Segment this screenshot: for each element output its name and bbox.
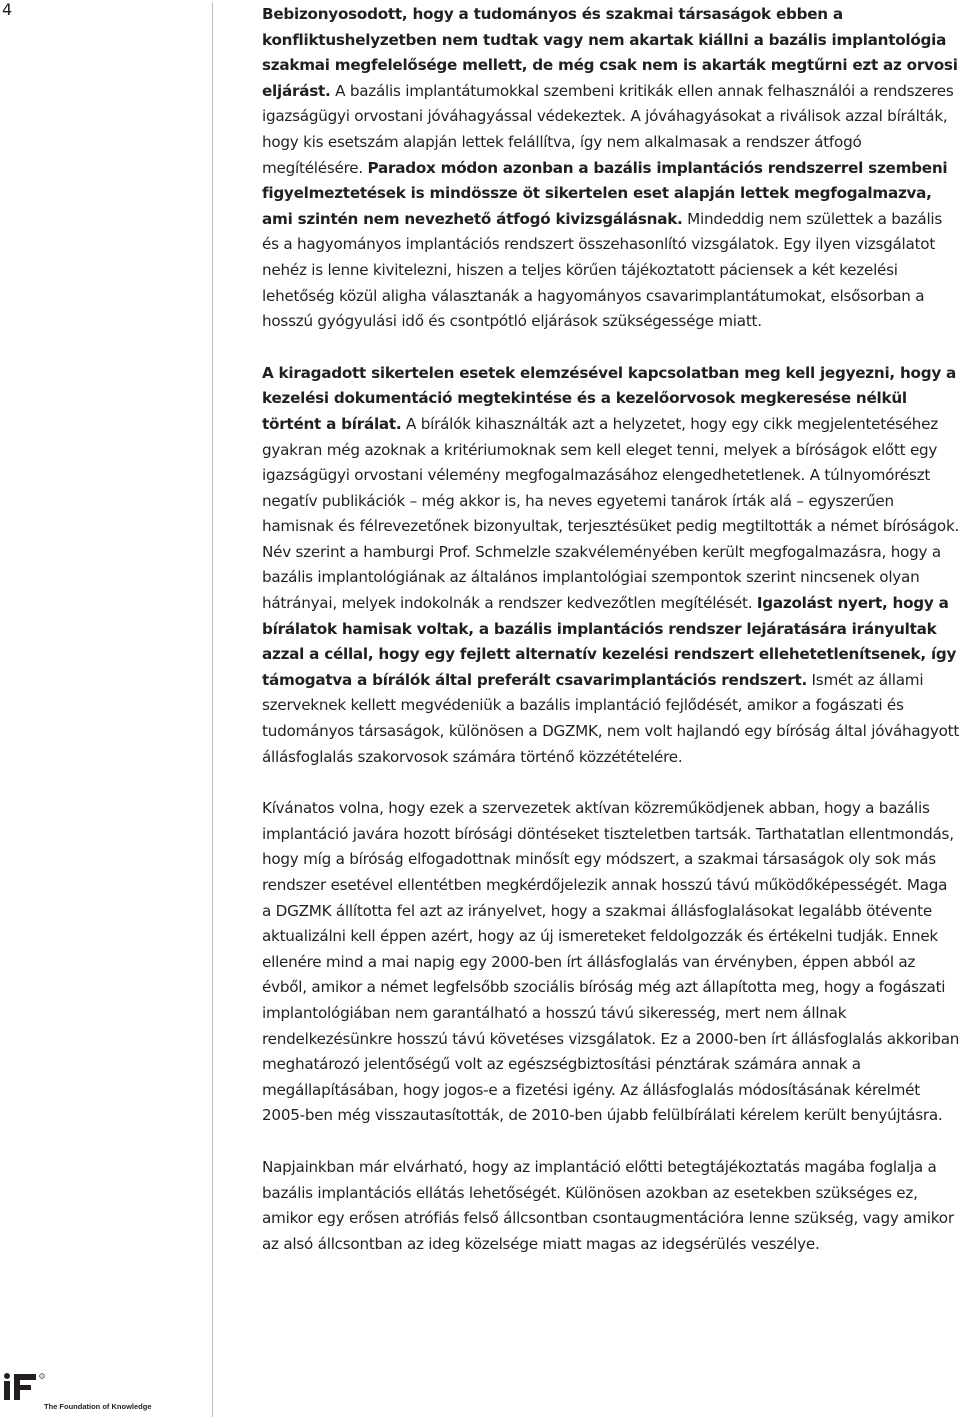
logo-tagline: The Foundation of Knowledge [44,1402,152,1411]
bold-text-run: Bebizonyosodott, hogy a tudományos és szakmai társaságok ebben a konfliktushelyzetben nem tudtak vagy nem akartak kiállni a bazális implantológia szakmai megfelelősége mellett, de még csak nem is akarták megtűrni ezt az orvosi eljárást. [262,5,958,100]
text-run: A bazális implantátumokkal szembeni kritikák ellen annak felhasználói a rendszeres igazságügyi orvostani jóváhagyással védekeztek. A jóváhagyásokat a riválisok azzal bírálták, hogy kis esetszám alapján lettek felállítva, így nem alkalmasak a rendszer átfogó megítélésére. [262,81,954,177]
column-divider [212,2,213,1417]
registered-mark: ® [40,1374,44,1379]
text-run: Név szerint a hamburgi Prof. Schmelzle szakvéleményében került megfogalmazásra, hogy a bazális implantológiának az általános implantológiai szempontok szerint nincsenek olyan hátrányai, melyek indokolnák a rendszer kedvezőtlen megítélését. [262,542,941,613]
text-run: Napjainkban már elvárható, hogy az implantáció előtti betegtájékoztatás magába foglalja a bazális implantációs ellátás lehetőségét. Különösen azokban az esetekben szükséges ez, amikor egy erősen atrófiás felső állcsontban csontaugmentációra lenne szükség, vagy amikor az alsó állcsontban az ideg közelsége miatt magas az idegsérülés veszélye. [262,1157,954,1253]
page-number: 4 [2,0,13,19]
bold-text-run: Igazolást nyert, hogy a bírálatok hamisak voltak, a bazális implantációs rendszer lejáratására irányultak azzal a céllal, hogy egy fejlett alternatív kezelési rendszert ellehetetlenítsenek, így támogatva a bírálók által preferált csavarimplantációs rendszert. [262,594,957,689]
article-body [262,2,960,1257]
paragraph [262,361,960,771]
paragraph [262,2,960,335]
text-run: Mindeddig nem születtek a bazális és a hagyományos implantációs rendszert összehasonlító vizsgálatok. Egy ilyen vizsgálatot nehéz is lenne kivitelezni, hiszen a teljes körűen tájékoztatott páciensek a két kezelési lehetőség közül aligha választanák a hagyományos csavarimplantátumokat, elsősorban a hosszú gyógyulási idő és csontpótló eljárások szükségessége miatt. [262,209,943,331]
text-run: A bírálók kihasználták azt a helyzetet, hogy egy cikk megjelentetéséhez gyakran még azoknak a kritériumoknak sem kell eleget tenni, melyek a bíróságok előtt egy igazságügyi orvostani vélemény megfogalmazásához elengedhetetlenek. A túlnyomórészt negatív publikációk – még akkor is, ha neves egyetemi tanárok írták alá – egyszerűen hamisnak és félrevezetőnek bizonyultak, terjesztésüket pedig megtiltották a német bíróságok. [262,414,960,536]
bold-text-run: A kiragadott sikertelen esetek elemzésével kapcsolatban meg kell jegyezni, hogy a kezelési dokumentáció megtekintése és a kezelőorvosok megkeresése nélkül történt a bírálat. [262,363,957,433]
bold-text-run: Paradox módon azonban a bazális implantációs rendszerrel szembeni figyelmeztetések is mindössze öt sikertelen eset alapján lettek megfogalmazva, ami szintén nem nevezhető átfogó kivizsgálásnak. [262,158,948,228]
text-run: Kívánatos volna, hogy ezek a szervezetek aktívan közreműködjenek abban, hogy a bazális implantáció javára hozott bírósági döntéseket tiszteletben tartsák. Tarthatatlan ellentmondás, hogy míg a bíróság elfogadottnak minősít egy módszert, a szakmai társaságok oly sok más rendszer esetével ellentétben megkérdőjelezik annak hosszú távú működőképességét. Maga a DGZMK állította fel azt az irányelvet, hogy a szakmai állásfoglalásokat legalább ötévente aktualizálni kell éppen azért, hogy az új ismereteket feldolgozzák és értékelni tudják. Ennek ellenére mind a mai napig egy 2000-ben írt állásfoglalás van érvényben, éppen abból az évből, amikor a német legfelsőbb szociális bíróság még azt állapította meg, hogy a fogászati implantológiában nem garantálható a hosszú távú sikeresség, mert nem állnak rendelkezésünkre hosszú távú követéses vizsgálatok. Ez a 2000-ben írt állásfoglalás akkoriban meghatározó jelentőségű volt az egészségbiztosítási pénztárak számára annak a megállapításában, hogy jogos-e a fizetési igény. Az állásfoglalás módosításának kérelmét 2005-ben még visszautasították, de 2010-ben újabb felülbírálati kérelem került benyújtásra. [262,799,960,1125]
paragraph [262,796,960,1129]
iF-logo-mark-icon [2,1372,62,1402]
paragraph [262,1155,960,1257]
text-run: Ismét az állami szerveknek kellett megvédeniük a bazális implantáció fejlődését, amikor a fogászati és tudományos társaságok, különösen a DGZMK, nem volt hajlandó egy bíróság által jóváhagyott állásfoglalás szakorvosok számára történő közzétételére. [262,670,960,766]
